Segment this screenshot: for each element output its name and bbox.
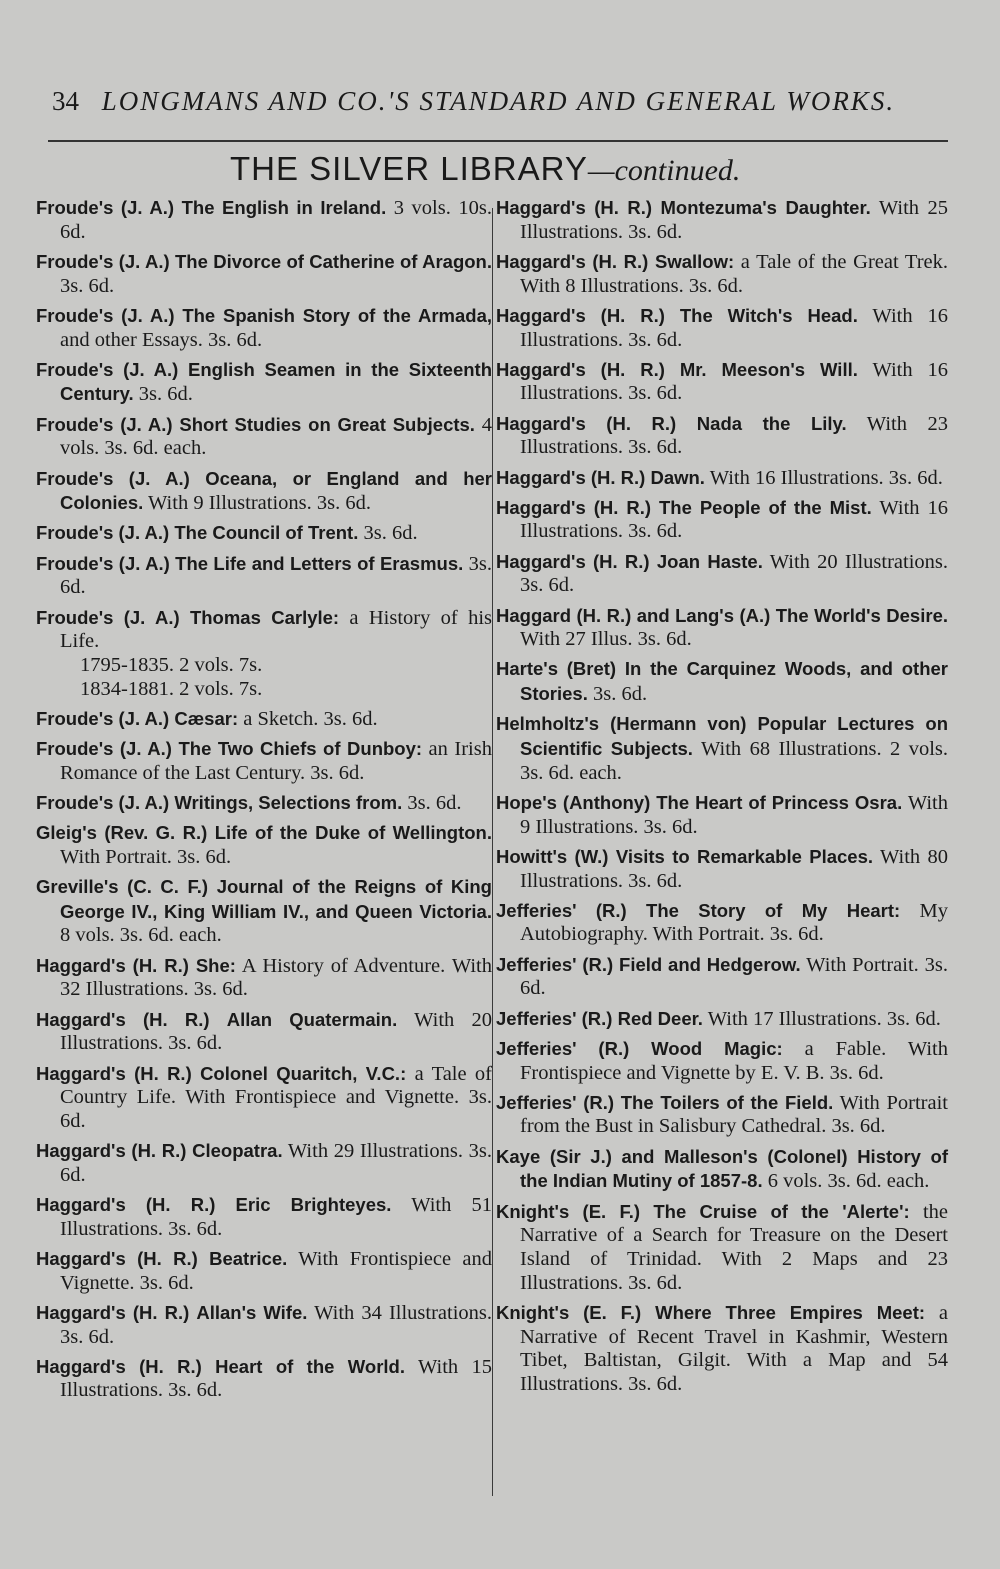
catalogue-entry [36,954,492,1002]
entry-title: Wood Magic: [651,1037,783,1059]
entry-author: Greville's (C. C. F.) [36,876,209,898]
catalogue-entry [36,304,492,352]
entry-detail: With 27 Illus. 3s. 6d. [520,628,692,651]
entry-detail: 3s. 6d. [60,274,115,297]
entry-volume-line: 1795-1835. 2 vols. 7s. [80,653,263,676]
entry-detail: 6 vols. 3s. 6d. each. [767,1170,930,1193]
entry-author: Froude's (J. A.) [36,304,175,326]
entry-detail: With 23 Illustrations. 3s. 6d. [520,412,949,459]
catalogue-entry [36,196,492,244]
entry-title: The Council of Trent. [174,522,359,544]
entry-title: Oceana, or England and her Colonies. [60,467,492,514]
entry-detail: With 17 Illustrations. 3s. 6d. [707,1007,941,1030]
entry-title: The Story of My Heart: [646,899,901,921]
entry-title: She: [195,954,236,976]
catalogue-entry [36,1062,492,1134]
entry-detail: 4 vols. 3s. 6d. each. [60,413,493,460]
entry-title: Journal of the Reigns of King George IV., King William IV., and Queen Victoria. [60,876,492,922]
entry-detail: With 80 Illustrations. 3s. 6d. [520,845,949,892]
catalogue-entry [36,358,492,407]
entry-author: Froude's (J. A.) [36,467,190,489]
catalogue-entry [36,413,492,461]
entry-detail: a Fable. With Frontispiece and Vignette by E. V. B. 3s. 6d. [520,1037,948,1084]
entry-title: Heart of the World. [215,1355,405,1377]
entry-title: Visits to Remarkable Places. [615,845,874,867]
catalogue-entry [496,657,948,706]
catalogue-entry [36,1247,492,1295]
catalogue-entry [36,1139,492,1187]
entry-author: Froude's (J. A.) [36,197,175,218]
entry-detail: With 68 Illustrations. 2 vols. 3s. 6d. each. [520,738,948,784]
catalogue-entry [496,1200,948,1296]
entry-title: Colonel Quaritch, V.C.: [200,1062,407,1084]
entry-title: Swallow: [654,250,735,272]
catalogue-entry [36,1193,492,1241]
entry-detail: With Portrait. 3s. 6d. [60,845,232,868]
entry-title: The Witch's Head. [679,304,858,326]
entry-author: Knight's (E. F.) [496,1301,642,1323]
section-title [230,150,740,188]
column-divider [492,208,493,1496]
catalogue-entry [36,821,492,869]
entry-detail: 3s. 6d. [138,383,193,406]
entry-detail: 3s. 6d. [407,791,462,814]
entry-author: Jefferies' (R.) [496,899,627,921]
right-column [496,196,948,1402]
entry-title: Life of the Duke of Wellington. [214,822,492,844]
entry-detail: A History of Adventure. With 32 Illustrations. 3s. 6d. [60,954,492,1001]
entry-title: English Seamen in the Sixteenth Century. [60,358,492,405]
entry-author: Harte's (Bret) [496,658,617,680]
entry-author: Haggard's (H. R.) [496,197,653,218]
entry-author: Haggard's (H. R.) [496,412,677,434]
section-continued: —continued. [587,154,741,187]
entry-author: Gleig's (Rev. G. R.) [36,822,208,844]
entry-author: Froude's (J. A.) [36,707,170,729]
entry-detail: With Frontispiece and Vignette. 3s. 6d. [60,1247,492,1294]
entry-author: Haggard's (H. R.) [36,1301,190,1323]
entry-author: Haggard's (H. R.) [496,496,651,518]
entry-title: The Divorce of Catherine of Aragon. [175,250,492,272]
entry-author: Froude's (J. A.) [36,358,179,380]
entry-author: Haggard's (H. R.) [496,550,650,572]
entry-author: Helmholtz's (Hermann von) [496,713,747,735]
entry-detail: With 9 Illustrations. 3s. 6d. [148,492,371,515]
entry-title: Writings, Selections from. [174,791,403,813]
catalogue-entry [496,496,948,544]
entry-author: Haggard's (H. R.) [36,954,189,976]
catalogue-entry [496,791,948,839]
entry-title: Montezuma's Daughter. [660,197,871,218]
entry-author: Jefferies' (R.) [496,1007,613,1029]
entry-detail: 8 vols. 3s. 6d. each. [60,924,222,947]
catalogue-entry [496,1037,948,1085]
entry-title: Allan Quatermain. [226,1008,398,1030]
entry-author: Haggard's (H. R.) [36,1140,187,1162]
entry-author: Haggard's (H. R.) [496,358,665,380]
entry-author: Haggard's (H. R.) [36,1062,192,1084]
entry-title: Field and Hedgerow. [619,953,801,975]
entry-title: Allan's Wife. [196,1301,308,1323]
entry-title: Mr. Meeson's Will. [679,358,858,380]
entry-detail: 3s. 6d. [60,552,492,599]
entry-title: The Spanish Story of the Armada, [182,304,492,326]
catalogue-entry [496,899,948,947]
entry-title: The People of the Mist. [658,496,872,518]
entry-author: Haggard's (H. R.) [36,1008,210,1030]
catalogue-entry [36,791,492,816]
entry-title: The Life and Letters of Erasmus. [175,552,464,574]
catalogue-entry [36,250,492,298]
entry-detail: With 15 Illustrations. 3s. 6d. [60,1355,493,1402]
entry-title: Joan Haste. [656,550,763,572]
entry-detail: With 16 Illustrations. 3s. 6d. [520,496,949,543]
entry-author: Haggard's (H. R.) [496,304,665,326]
catalogue-entry [36,737,492,785]
entry-detail: With 25 Illustrations. 3s. 6d. [520,197,949,243]
entry-title: History of the Indian Mutiny of 1857-8. [520,1145,948,1192]
entry-author: Froude's (J. A.) [36,606,180,628]
entry-detail: With 20 Illustrations. 3s. 6d. [60,1008,492,1055]
entry-author: Froude's (J. A.) [36,250,170,272]
entry-author: Kaye (Sir J.) and Malleson's (Colonel) [496,1145,848,1167]
entry-detail: With 16 Illustrations. 3s. 6d. [709,466,943,489]
catalogue-entry [496,250,948,298]
entry-title: The Toilers of the Field. [620,1091,834,1113]
entry-title: Beatrice. [209,1247,288,1269]
catalogue-entry [36,467,492,516]
page-number: 34 [52,86,79,116]
entry-volume-line: 1834-1881. 2 vols. 7s. [80,677,263,700]
entry-title: The Cruise of the 'Alerte': [653,1200,910,1222]
catalogue-entry [36,521,492,546]
entry-detail: and other Essays. 3s. 6d. [60,328,263,351]
entry-detail: 3 vols. 10s. 6d. [60,197,493,243]
catalogue-entry [496,845,948,893]
entry-detail: With 16 Illustrations. 3s. 6d. [520,358,949,405]
entry-detail: With Portrait from the Bust in Salisbury Cathedral. 3s. 6d. [520,1091,948,1138]
entry-title: Short Studies on Great Subjects. [179,413,475,435]
entry-detail: 3s. 6d. [363,522,418,545]
entry-detail: With Portrait. 3s. 6d. [520,953,948,1000]
entry-detail: a History of his Life. [60,606,492,653]
entry-title: The Two Chiefs of Dunboy: [178,738,423,760]
entry-detail: a Tale of the Great Trek. With 8 Illustrations. 3s. 6d. [520,250,949,297]
entry-title: Thomas Carlyle: [189,606,340,628]
catalogue-entry [36,875,492,948]
catalogue-entry [496,953,948,1001]
entry-detail: With 29 Illustrations. 3s. 6d. [60,1140,493,1186]
running-head [52,86,952,128]
entry-author: Haggard (H. R.) and Lang's (A.) [496,604,771,626]
catalogue-entry [496,196,948,244]
entry-detail: 3s. 6d. [592,683,648,706]
catalogue-entry [496,1145,948,1194]
catalogue-entry [496,412,948,460]
entry-title: In the Carquinez Woods, and other Stories. [520,658,948,705]
catalogue-entry [496,358,948,406]
left-column [36,196,492,1409]
entry-author: Froude's (J. A.) [36,791,170,813]
catalogue-entry [36,1355,492,1403]
entry-detail: a Tale of Country Life. With Frontispiece and Vignette. 3s. 6d. [60,1062,493,1132]
entry-author: Froude's (J. A.) [36,413,173,435]
catalogue-entry [496,604,948,652]
entry-author: Jefferies' (R.) [496,1091,615,1113]
catalogue-entry [496,304,948,352]
catalogue-entry [36,1301,492,1349]
entry-title: Eric Brighteyes. [235,1194,392,1216]
entry-author: Froude's (J. A.) [36,552,170,574]
entry-title: Cæsar: [174,707,239,729]
entry-title: The English in Ireland. [181,197,387,218]
entry-title: Where Three Empires Meet: [655,1301,926,1323]
entry-author: Jefferies' (R.) [496,1037,630,1059]
catalogue-entry [36,606,492,702]
header-rule [48,140,948,142]
entry-detail: With 34 Illustrations. 3s. 6d. [60,1301,493,1348]
entry-detail: With 9 Illustrations. 3s. 6d. [520,791,948,838]
entry-author: Haggard's (H. R.) [36,1247,198,1269]
entry-author: Froude's (J. A.) [36,738,172,760]
entry-author: Knight's (E. F.) [496,1200,641,1222]
entry-title: Red Deer. [617,1007,703,1029]
catalogue-entry [496,1301,948,1397]
section-title-text: THE SILVER LIBRARY [230,150,588,187]
entry-detail: the Narrative of a Search for Treasure on the Desert Island of Trinidad. With 2 Maps and 23 Illustrations. 3s. 6d. [520,1200,949,1294]
catalogue-entry [496,466,948,491]
entry-author: Hope's (Anthony) [496,791,651,813]
entry-title: The World's Desire. [775,604,948,626]
entry-author: Haggard's (H. R.) [36,1194,216,1216]
entry-title: Nada the Lily. [696,412,847,434]
entry-author: Haggard's (H. R.) [496,250,649,272]
running-title: LONGMANS AND CO.'S STANDARD AND GENERAL WORKS. [101,86,896,116]
entry-author: Haggard's (H. R.) [496,466,646,488]
catalogue-entry [36,1008,492,1056]
entry-title: The Heart of Princess Osra. [656,791,903,813]
catalogue-entry [496,1007,948,1032]
entry-detail: With 16 Illustrations. 3s. 6d. [520,304,949,351]
entry-title: Dawn. [650,466,705,488]
entry-title: Popular Lectures on Scientific Subjects. [520,713,948,760]
catalogue-entry [496,1091,948,1139]
catalogue-entry [36,707,492,732]
catalogue-entry [496,550,948,598]
entry-detail: With 20 Illustrations. 3s. 6d. [520,550,948,597]
entry-detail: an Irish Romance of the Last Century. 3s. 6d. [60,738,492,784]
entry-detail: a Sketch. 3s. 6d. [243,707,378,730]
entry-detail: a Narrative of Recent Travel in Kashmir, Western Tibet, Baltistan, Gilgit. With a Map and 54 Illustrations. 3s. 6d. [520,1301,948,1395]
entry-detail: With 51 Illustrations. 3s. 6d. [60,1194,493,1240]
entry-detail: My Autobiography. With Portrait. 3s. 6d. [520,899,949,946]
catalogue-entry [496,712,948,785]
catalogue-entry [36,552,492,600]
entry-title: Cleopatra. [192,1140,283,1162]
entry-author: Froude's (J. A.) [36,522,170,544]
entry-author: Howitt's (W.) [496,845,609,867]
entry-author: Jefferies' (R.) [496,953,614,975]
entry-author: Haggard's (H. R.) [36,1355,202,1377]
